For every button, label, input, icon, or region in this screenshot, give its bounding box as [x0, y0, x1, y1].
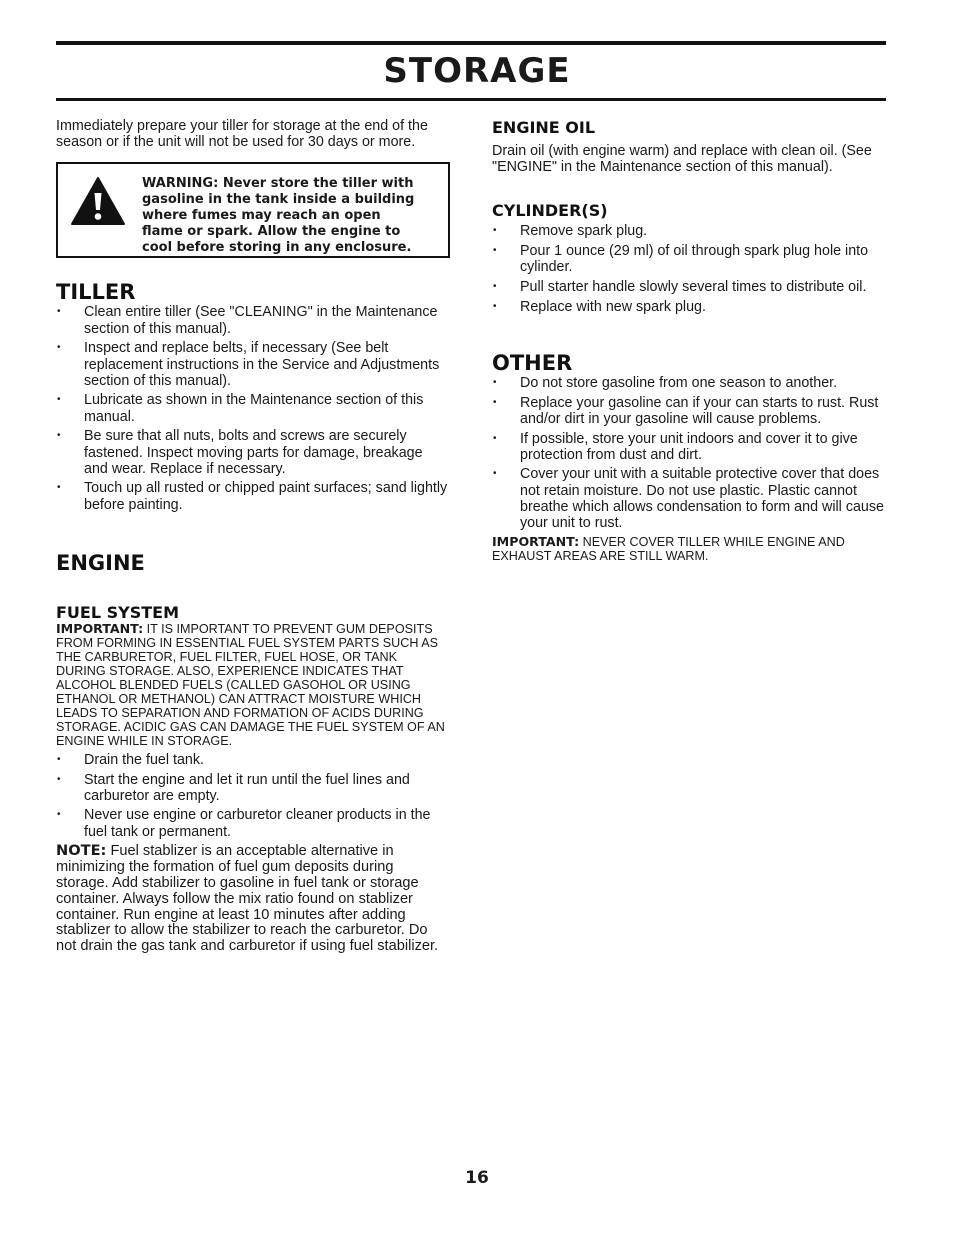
cylinders-list [492, 223, 884, 315]
engine-oil-heading: ENGINE OIL [492, 118, 596, 137]
left-column [56, 118, 450, 955]
header-rule-top [56, 41, 886, 45]
important-text: IT IS IMPORTANT TO PREVENT GUM DEPOSITS FROM FORMING IN ESSENTIAL FUEL SYSTEM PARTS SUCH AS THE CARBURETOR, FUEL FILTER, FUEL HOSE, OR TANK DURING STORAGE. ALSO, EXPERIENCE INDICATES THAT ALCOHOL BLENDED FUELS (CALLED GASOHOL OR USING ETHANOL OR METHANOL) CAN ATTRACT MOISTURE WHICH LEADS TO SEPARATION AND FORMATION OF ACIDS DURING STORAGE. ACIDIC GAS CAN DAMAGE THE FUEL SYSTEM OF AN ENGINE WHILE IN STORAGE. [56, 621, 445, 748]
fuel-note-paragraph [56, 843, 450, 955]
list-item: • Be sure that all nuts, bolts and screws are securely fastened. Inspect moving parts for damage, breakage and wear. Replace if necessary. [56, 428, 450, 477]
list-item: • Inspect and replace belts, if necessary (See belt replacement instructions in the Service and Adjustments section of this manual). [56, 340, 450, 389]
important-text: NEVER COVER TILLER WHILE ENGINE AND EXHAUST AREAS ARE STILL WARM. [492, 534, 845, 563]
note-text: Fuel stablizer is an acceptable alternative in minimizing the formation of fuel gum deposits during storage. Add stabilizer to gasoline in fuel tank or storage container. Always follow the mix ratio found on stablizer container. Run engine at least 10 minutes after adding stablizer to allow the stabilizer to reach the carburetor. Do not drain the gas tank and carburetor if using fuel stabilizer. [56, 843, 439, 955]
header-rule-bottom [56, 98, 886, 101]
engine-oil-text: Drain oil (with engine warm) and replace with clean oil. (See "ENGINE" in the Maintenance section of this manual). [492, 143, 872, 176]
list-item: • Touch up all rusted or chipped paint surfaces; sand lightly before painting. [56, 480, 450, 512]
tiller-heading: TILLER [56, 280, 136, 305]
fuel-system-list [56, 752, 450, 840]
warning-triangle-icon [70, 176, 126, 226]
list-item: • Never use engine or carburetor cleaner products in the fuel tank or permanent. [56, 807, 450, 839]
other-heading: OTHER [492, 350, 573, 375]
page-title: STORAGE [383, 51, 571, 91]
list-item: • Pull starter handle slowly several times to distribute oil. [492, 279, 884, 295]
list-item: • Start the engine and let it run until the fuel lines and carburetor are empty. [56, 772, 450, 804]
fuel-important-paragraph [56, 622, 450, 748]
important-label: IMPORTANT: [492, 533, 580, 549]
fuel-system-heading: FUEL SYSTEM [56, 602, 180, 622]
list-item: • Pour 1 ounce (29 ml) of oil through spark plug hole into cylinder. [492, 243, 884, 275]
list-item: • If possible, store your unit indoors and cover it to give protection from dust and dirt. [492, 431, 884, 463]
engine-heading: ENGINE [56, 550, 145, 575]
cylinders-heading: CYLINDER(S) [492, 201, 608, 221]
note-label: NOTE: [56, 842, 107, 860]
list-item: • Do not store gasoline from one season to another. [492, 375, 884, 391]
list-item: • Clean entire tiller (See "CLEANING" in the Maintenance section of this manual). [56, 304, 450, 336]
list-item: • Lubricate as shown in the Maintenance section of this manual. [56, 392, 450, 424]
tiller-list [56, 304, 450, 512]
warning-box [56, 162, 450, 258]
other-list [492, 375, 884, 531]
other-important-paragraph [492, 535, 884, 563]
list-item: • Drain the fuel tank. [56, 752, 450, 768]
list-item: • Remove spark plug. [492, 223, 884, 239]
list-item: • Replace with new spark plug. [492, 299, 884, 315]
list-item: • Replace your gasoline can if your can starts to rust. Rust and/or dirt in your gasoline will cause problems. [492, 395, 884, 427]
list-item: • Cover your unit with a suitable protective cover that does not retain moisture. Do not use plastic. Plastic cannot breathe which allows condensation to form and will cause your unit to rust. [492, 466, 884, 531]
intro-paragraph: Immediately prepare your tiller for storage at the end of the season or if the unit will not be used for 30 days or more. [56, 118, 428, 151]
right-column [492, 118, 884, 563]
warning-text: WARNING: Never store the tiller with gasoline in the tank inside a building where fumes may reach an open flame or spark. Allow the engine to cool before storing in any enclosure. [142, 176, 415, 255]
important-label: IMPORTANT: [56, 620, 144, 636]
page-number: 16 [465, 1168, 489, 1188]
